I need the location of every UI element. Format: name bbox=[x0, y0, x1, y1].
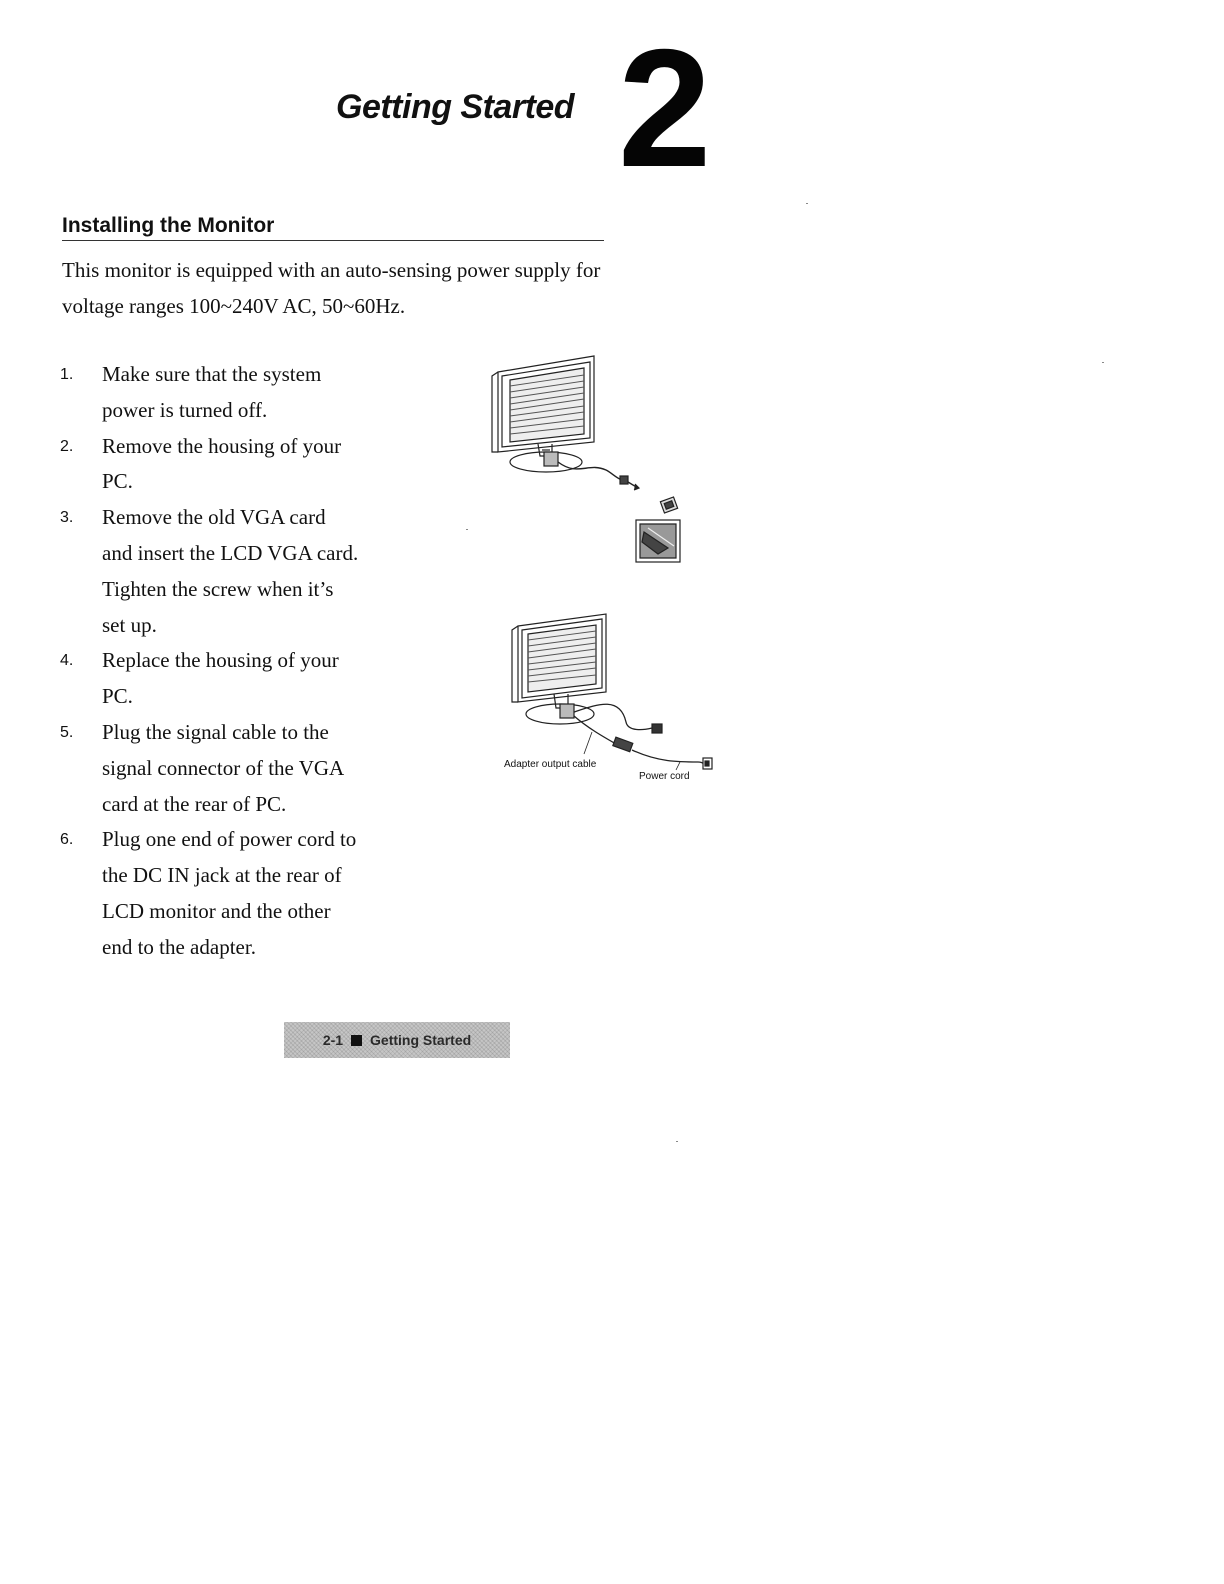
step-line: PC. bbox=[102, 684, 133, 709]
scan-speck bbox=[1102, 362, 1104, 363]
step-line: PC. bbox=[102, 469, 133, 494]
page-footer bbox=[284, 1022, 510, 1058]
step-line: set up. bbox=[102, 612, 157, 637]
power-cord bbox=[632, 750, 705, 768]
footer-label: Getting Started bbox=[370, 1032, 472, 1048]
signal-cable bbox=[574, 704, 652, 729]
page-number: 2-1 bbox=[322, 1032, 344, 1048]
scan-speck bbox=[676, 1141, 678, 1142]
step-number: 3. bbox=[60, 509, 74, 527]
step-number: 4. bbox=[60, 652, 74, 670]
adapter-cable-label: Adapter output cable bbox=[504, 759, 597, 770]
step-item bbox=[58, 643, 418, 715]
step-line: LCD monitor and the other bbox=[102, 898, 331, 923]
power-cord-label: Power cord bbox=[639, 771, 690, 782]
monitor-illustration bbox=[492, 356, 594, 472]
step-item bbox=[58, 357, 418, 429]
intro-line: This monitor is equipped with an auto-sensing power supply for bbox=[62, 258, 601, 282]
step-line: Remove the housing of your bbox=[102, 433, 342, 458]
vga-card-icon bbox=[636, 520, 680, 562]
intro-line: voltage ranges 100~240V AC, 50~60Hz. bbox=[62, 294, 406, 318]
chapter-number: 2 bbox=[618, 14, 712, 202]
step-line: Make sure that the system bbox=[102, 362, 322, 386]
scan-speck bbox=[806, 203, 808, 204]
step-line: Plug the signal cable to the bbox=[102, 719, 329, 744]
step-line: signal connector of the VGA bbox=[102, 755, 345, 780]
step-line: Replace the housing of your bbox=[102, 648, 339, 673]
step-item bbox=[58, 429, 418, 501]
step-number: 2. bbox=[60, 437, 74, 455]
monitor-illustration bbox=[512, 614, 606, 724]
step-item bbox=[58, 822, 418, 965]
section-heading: Installing the Monitor bbox=[62, 214, 604, 241]
step-number: 5. bbox=[60, 723, 74, 741]
power-connection-figure bbox=[498, 612, 718, 792]
chapter-title: Getting Started bbox=[336, 88, 575, 126]
step-line: Plug one end of power cord to bbox=[102, 827, 357, 852]
scan-speck bbox=[466, 529, 468, 530]
step-line: Tighten the screw when it’s bbox=[102, 576, 334, 601]
square-bullet-icon bbox=[351, 1035, 362, 1046]
step-line: Remove the old VGA card bbox=[102, 505, 326, 530]
adapter-output-cable bbox=[574, 716, 616, 744]
step-line: the DC IN jack at the rear of bbox=[102, 863, 342, 888]
signal-cable bbox=[558, 462, 622, 480]
step-item bbox=[58, 500, 418, 643]
step-number: 6. bbox=[60, 831, 74, 849]
step-line: power is turned off. bbox=[102, 397, 268, 422]
step-line: and insert the LCD VGA card. bbox=[102, 540, 359, 565]
installation-steps bbox=[58, 357, 418, 966]
vga-connector-icon bbox=[620, 476, 678, 513]
vga-connection-figure bbox=[488, 352, 688, 567]
step-line: card at the rear of PC. bbox=[102, 791, 287, 816]
power-adapter-icon bbox=[613, 737, 633, 752]
intro-paragraph bbox=[62, 252, 702, 324]
step-line: end to the adapter. bbox=[102, 934, 256, 959]
step-number: 1. bbox=[60, 366, 74, 383]
step-item bbox=[58, 715, 418, 822]
vga-plug-icon bbox=[652, 724, 662, 733]
